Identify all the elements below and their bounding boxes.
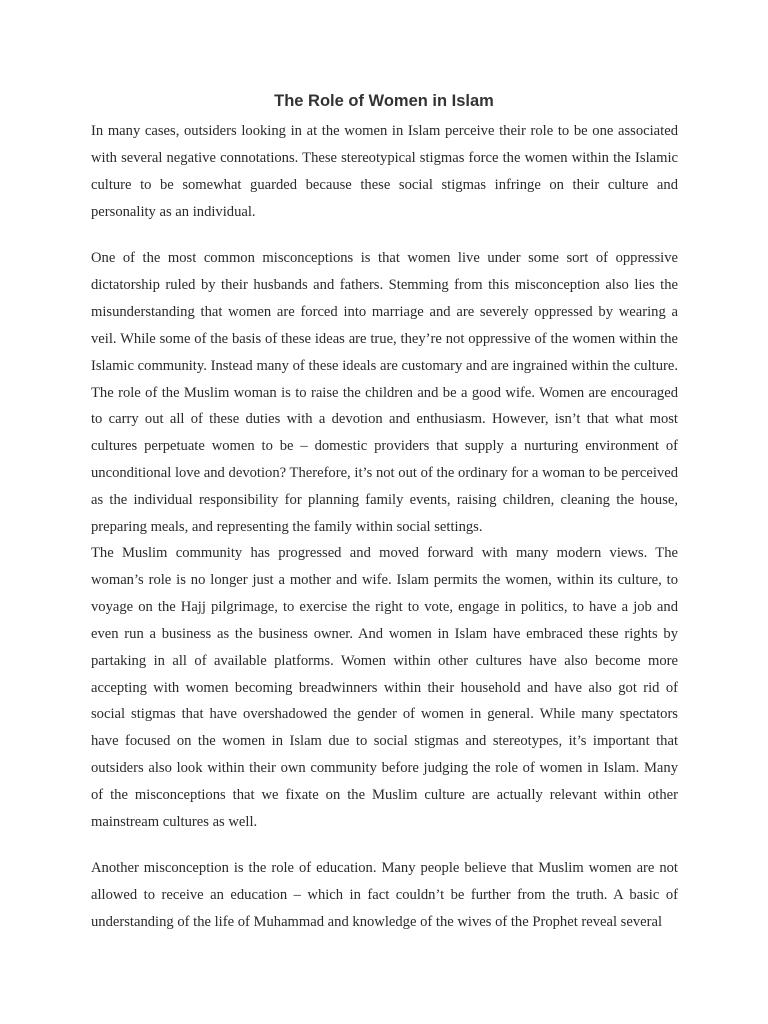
- paragraph-misconceptions: One of the most common misconceptions is that women live under some sort of oppressive dictatorship ruled by their husbands and fathers. Stemming from this misconception also lies the misunderstanding that women are forced into marriage and are severely oppressed by wearing a veil. While some of the basis of these ideas are true, they’re not oppressive of the women within the Islamic community. Instead many of these ideals are customary and are ingrained within the culture. The role of the Muslim woman is to raise the children and be a good wife. Women are encouraged to carry out all of these duties with a devotion and enthusiasm. However, isn’t that what most cultures perpetuate women to be – domestic providers that supply a nurturing environment of unconditional love and devotion? Therefore, it’s not out of the ordinary for a woman to be perceived as the individual responsibility for planning family events, raising children, cleaning the house, preparing meals, and representing the family within social settings.: [91, 250, 678, 536]
- paragraph-education: Another misconception is the role of education. Many people believe that Muslim women are not allowed to receive an education – which in fact couldn’t be further from the truth. A basic of understanding of the life of Muhammad and knowledge of the wives of the Prophet reveal several: [91, 860, 678, 930]
- document-title: The Role of Women in Islam: [274, 92, 494, 110]
- paragraph-progress: The Muslim community has progressed and moved forward with many modern views. The woman’s role is no longer just a mother and wife. Islam permits the women, within its culture, to voyage on the Hajj pilgrimage, to exercise the right to vote, engage in politics, to have a job and even run a business as the business owner. And women in Islam have embraced these rights by partaking in all of available platforms. Women within other cultures have also become more accepting with women becoming breadwinners within their household and have also got rid of social stigmas that have overshadowed the gender of women in general. While many spectators have focused on the women in Islam due to social stigmas and stereotypes, it’s important that outsiders also look within their own community before judging the role of women in Islam. Many of the misconceptions that we fixate on the Muslim culture are actually relevant within other mainstream cultures as well.: [91, 545, 678, 831]
- paragraph-intro: In many cases, outsiders looking in at the women in Islam perceive their role to be one associated with several negative connotations. These stereotypical stigmas force the women within the Islamic culture to be somewhat guarded because these social stigmas infringe on their culture and personality as an individual.: [91, 123, 678, 220]
